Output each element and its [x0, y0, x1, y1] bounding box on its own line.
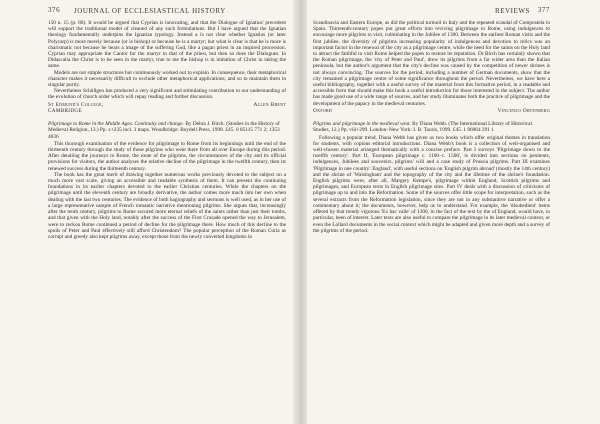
book-title: Pilgrimage to Rome in the Middle Ages. Continuity and change.	[48, 121, 184, 128]
page-number: 376	[48, 6, 61, 14]
book-title: Pilgrims and pilgrimage in the medieval west.	[313, 121, 411, 128]
reviewer-affiliation: St Edmund's College,	[48, 101, 104, 108]
book-details: By Debra J. Birch. (Studies in the History of Medieval Religion, 13.) Pp. x+235 incl. 3 maps. Woodbridge: Boydell Press, 1998. £45. 0 85115 771 2; 1353 4036	[48, 121, 280, 140]
paragraph: This thorough examination of the evidence for pilgrimage to Rome from its beginnings until the end of the thirteenth century through the study of those pilgrims who went there from all over Europe during this period. After detailing the journeys to Rome, the route of the pilgrims, the circumstances of the city and its official provisions for visitors, the author analyses the relative decline of the pilgrimage in the twelfth century, then its renewed success during the thirteenth century.	[48, 140, 286, 172]
running-title: JOURNAL OF ECCLESIASTICAL HISTORY	[74, 7, 226, 15]
reviewer-name: Vincenzo Ortenberg	[497, 107, 550, 114]
right-page	[313, 0, 550, 424]
paragraph: Following a popular trend, Diana Webb has given us two books which offer original themes in translation for students, with copious editorial introductions. Diana Webb's book is a collection of well-organised and well-chosen material arranged thematically with a concise preface. Part I surveys 'Pilgrimage down to the twelfth century'. Part II, 'European pilgrimage c. 1100–c. 1500', is divided into sections on penitents, indulgences, Jubilees and souvenirs, pilgrims' will and a case study of Prussia pilgrims. Part III examines 'Pilgrimage in one country: England', with useful sections on 'English pilgrim abroad' (mostly the 14th century) and the shrine of 'Walsingham' and the topography of the city and the lifetime of the shrine's foundation. English pilgrims were, after all, Margery Kempe's, pilgrimage within England, Scottish pilgrims and pilgrimages, and European texts in English pilgrimage sites. Part IV deals with a discussion of criticisms of pilgrimage up to and into the Reformation. Some of the sources offer little scope for interpretation, such as the several extracts from the Reformation legislation, since they are not in any substantive narrative or offer a commentary about it; the documents, however, help us to understand. For example, the 'disobedient' items offered by that trendy vigorous 'Ex hac valle' of 1300, in the fact of the text by the of England, would have, in particular, been of interest. Later texts are also useful to compare the pilgrimage in its later medieval context, or even the Lollard documents in the social context which might be adapted and given more depth and a survey of the pilgrims of the period.	[313, 134, 550, 234]
review-citation	[313, 121, 550, 133]
reviewer-place: CAMBRIDGE	[48, 108, 82, 115]
paragraph: Models are not simple structures but continuously worked out to explain. In consequence, their metaphorical character makes it necessarily difficult to exclude other metaphorical applications, and so to maintain them in singular purity.	[48, 69, 286, 89]
page-number: 377	[537, 6, 550, 14]
reviewer-place: Oxford	[313, 107, 333, 114]
paragraph: Nevertheless Schöllgen has produced a very significant and stimulating contribution to our understanding of the evolution of church order which will repay reading and further discussion.	[48, 88, 286, 101]
book-details: By Diana Webb. (The International Library of Historical Studies, 12.) Pp. viii+299. London–New York: I. B. Tauris, 1999. £45. 1 86064 291 1	[313, 121, 532, 134]
book-gutter	[293, 0, 307, 424]
paragraph: The book has the great merit of drawing together numerous works previously devoted to the subject on a much more vast scale, giving an accessible and readable synthesis of them. It can present the continuing foundations in its earlier chapters devoted to the earlier Christian centuries. While the chapters on the pilgrimage until the eleventh century are broadly derivative, the author comes more much into her own when dealing with the last two centuries. The evidence of both hagiography and sermons is well used, as in her use of a large representative sample of French romantic narrative mentioning pilgrims. She argues that, increasingly after the tenth century, pilgrims to Rome secured more eternal reliefs of the saints rather than just their tombs, and that given with the Holy land, notably after the success of the First Crusade opened the way to Jerusalem, were to reckon Rome continued a period of decline for the pilgrimage there. How much of this decline to the spoils of Peter and Paul effectively still afford Christendom? The popular perception of the Roman Curia as corrupt and greedy also kept pilgrims away, except those from the newly converted kingdoms in	[48, 171, 286, 240]
reviewer-name: Allen Brent	[253, 101, 286, 108]
running-head-right	[313, 6, 550, 18]
right-column	[313, 20, 550, 234]
paragraph: 150 n. 15 (p. 80). It would be argued that Cyprian is innovating, and that the Dialogue of Ignatius' precedent will support the traditional model of cleaned of any such formulations. But I have argued that the Ignatian theology fundamentally underpins the Ignatian typology. Instead a is not clear whether Ignatius (or later Polycarp) is more merely because (or is bishop) or because he is a martyr; but what is clear is that he is more is charismatic not because he bears a image of the suffering God, like a pagan priest in an inspired procession. Cyprian may appropriate the Cantor for the martyr in that of the priest, but then so does the Dialogues. In Didascalia the Christ is to be seen in the martyr, true to me the bishop is in imitation of Christ in taking the same.	[48, 20, 286, 70]
left-column	[48, 20, 286, 240]
running-title: REVIEWS	[494, 7, 530, 15]
paragraph: Scandinavia and Eastern Europe, as did the political turmoil in Italy and the repeated scandal of Compostela in Spain. Thirteenth-century popes put great efforts into reviving pilgrimage to Rome, using indulgences to encourage more pilgrims to visit, culminating in the Jubilee of 1300. Between the earliest Roman visits and the first jubilee, the diversity of pilgrims increasing popularity of indulgences and devotion to relics was an important factor in the renewal of the city as a pilgrimage centre, while the need for the saints on the Holy land to attract the faithful to visit Rome helped the popes to restore its reputation. Dr Birch has certainly shown that the Roman pilgrimage, the 'city of Peter and Paul', drew its pilgrims from a far wider area than the Italian peninsula, but the author's argument that the city's decline was caused by the competition of newer shrines is not always convincing. The sources for the period, including a number of German documents, show that the city remained a pilgrimage centre of some significance throughout the period. Nevertheless, we have here a useful bibliography, together with a useful survey of the material from this formative period, in a readable and accessible form that should make this book a useful introduction for those interested in the subject. The author has made good use of a wide range of sources, and her study illuminates both the practice of pilgrimage and the development of the papacy in the medieval centuries.	[313, 20, 550, 107]
review-citation	[48, 121, 286, 140]
left-page	[48, 0, 286, 424]
running-head-left	[48, 6, 286, 18]
